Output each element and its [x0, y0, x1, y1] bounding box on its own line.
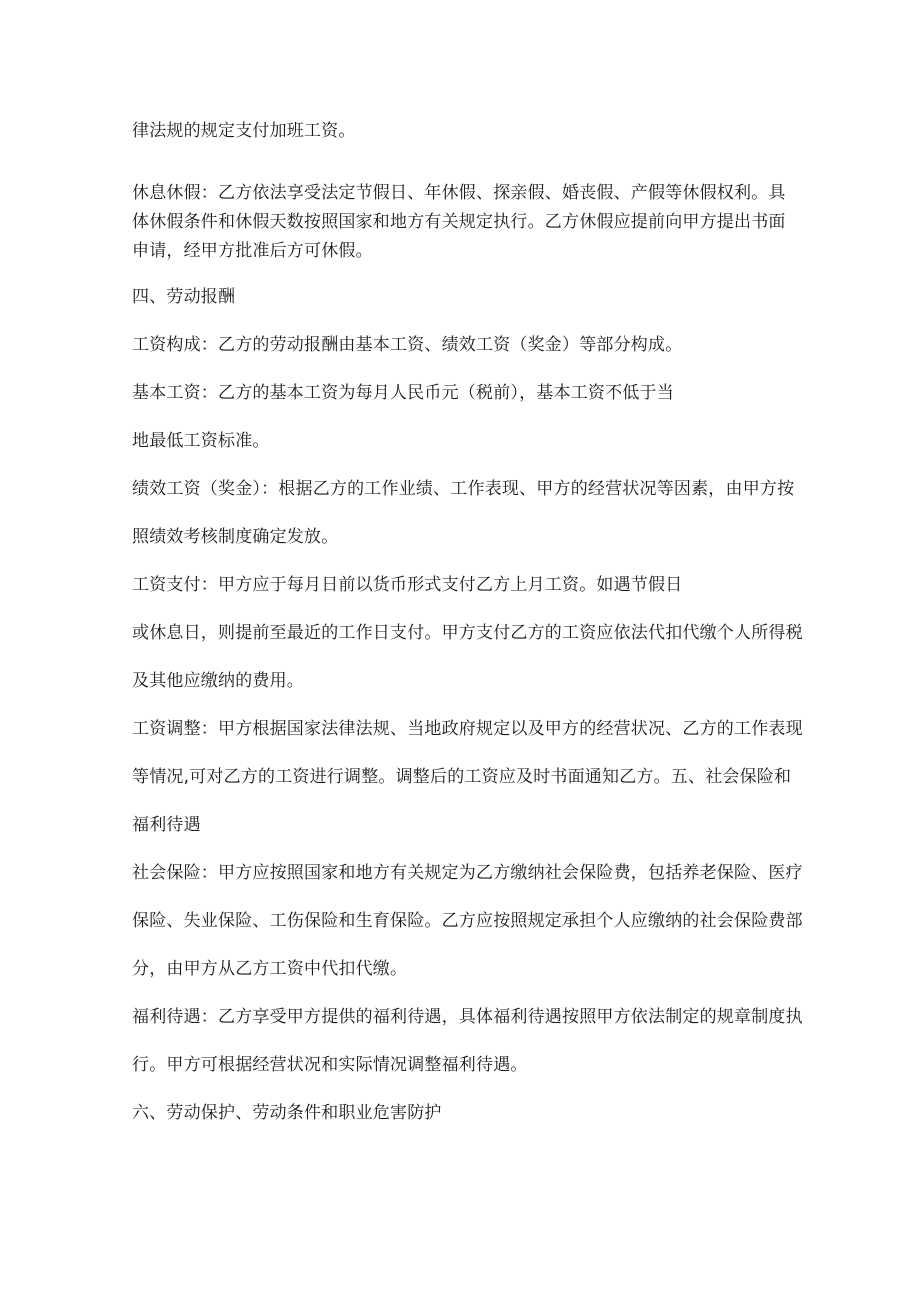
text-line: 行。甲方可根据经营状况和实际情况调整福利待遇。	[132, 1055, 528, 1075]
text-line: 绩效工资（奖金）：根据乙方的工作业绩、工作表现、甲方的经营状况等因素，由甲方按	[132, 479, 795, 499]
text-line: 等情况,可对乙方的工资进行调整。调整后的工资应及时书面通知乙方。五、社会保险和	[132, 767, 792, 787]
section-heading: 四、劳动报酬	[132, 287, 236, 307]
text-line: 福利待遇	[132, 815, 201, 835]
section-heading: 六、劳动保护、劳动条件和职业危害防护	[132, 1103, 442, 1123]
text-line: 律法规的规定支付加班工资。	[132, 121, 356, 141]
text-line: 及其他应缴纳的费用。	[132, 671, 304, 691]
text-line: 工资支付：甲方应于每月日前以货币形式支付乙方上月工资。如遇节假日	[132, 575, 683, 595]
text-line: 保险、失业保险、工伤保险和生育保险。乙方应按照规定承担个人应缴纳的社会保险费部	[132, 911, 803, 931]
text-line: 福利待遇：乙方享受甲方提供的福利待遇，具体福利待遇按照甲方依法制定的规章制度执	[132, 1007, 803, 1027]
text-line: 基本工资：乙方的基本工资为每月人民币元（税前），基本工资不低于当	[132, 383, 674, 403]
text-line: 照绩效考核制度确定发放。	[132, 527, 339, 547]
text-line: 或休息日，则提前至最近的工作日支付。甲方支付乙方的工资应依法代扣代缴个人所得税	[132, 623, 803, 643]
text-line: 申请，经甲方批准后方可休假。	[132, 241, 373, 261]
text-line: 体休假条件和休假天数按照国家和地方有关规定执行。乙方休假应提前向甲方提出书面	[132, 212, 786, 232]
text-line: 工资构成：乙方的劳动报酬由基本工资、绩效工资（奖金）等部分构成。	[132, 335, 683, 355]
text-line: 分，由甲方从乙方工资中代扣代缴。	[132, 959, 408, 979]
text-line: 工资调整：甲方根据国家法律法规、当地政府规定以及甲方的经营状况、乙方的工作表现	[132, 719, 803, 739]
text-line: 休息休假：乙方依法享受法定节假日、年休假、探亲假、婚丧假、产假等休假权利。具	[132, 183, 786, 203]
text-line: 地最低工资标准。	[132, 431, 270, 451]
text-line: 社会保险：甲方应按照国家和地方有关规定为乙方缴纳社会保险费，包括养老保险、医疗	[132, 863, 803, 883]
